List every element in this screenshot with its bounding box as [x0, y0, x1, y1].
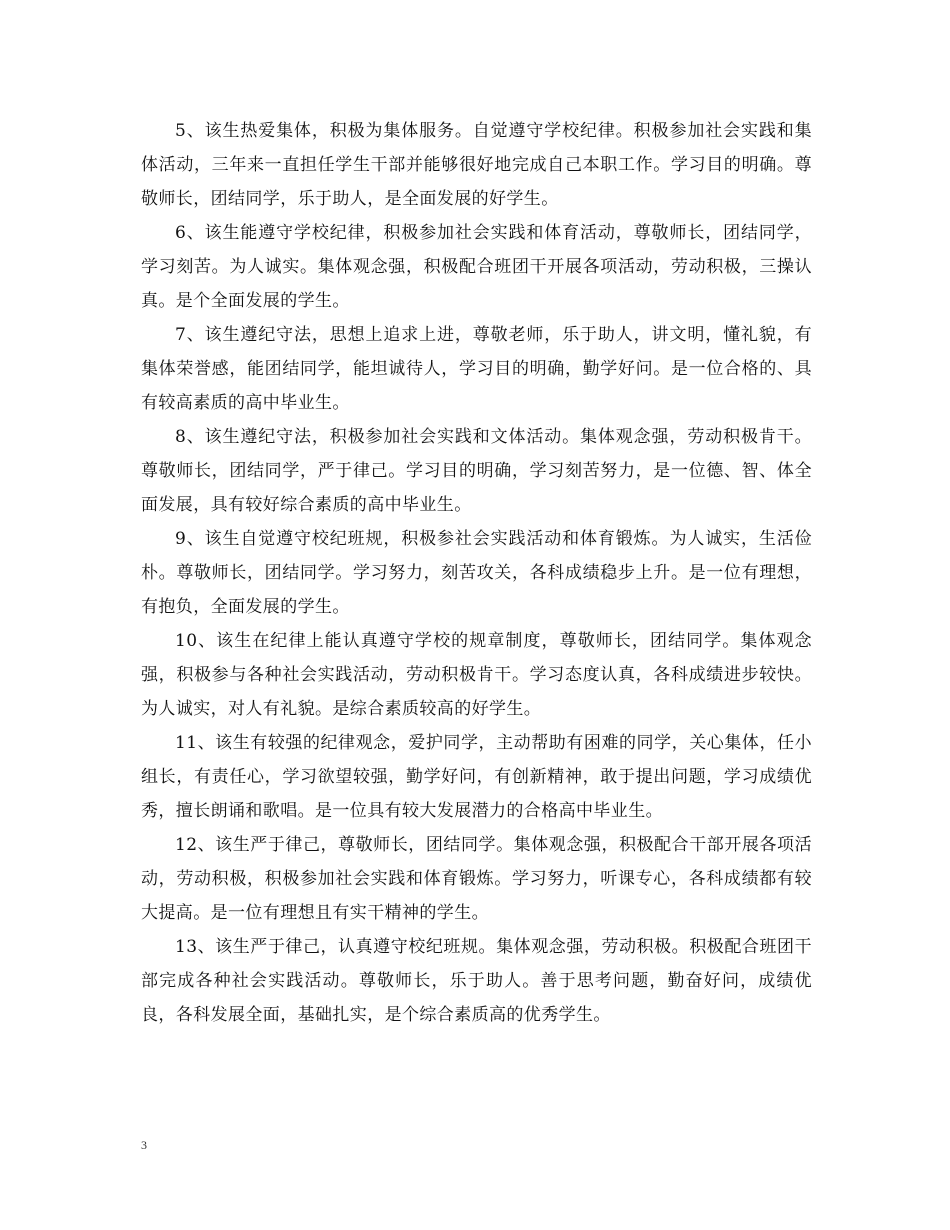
paragraph-8: 8、该生遵纪守法，积极参加社会实践和文体活动。集体观念强，劳动积极肯干。尊敬师长，团结同学，严于律己。学习目的明确，学习刻苦努力，是一位德、智、体全面发展，具有较好综合素质的高中毕业生。	[141, 427, 812, 515]
paragraph-6: 6、该生能遵守学校纪律，积极参加社会实践和体育活动，尊敬师长，团结同学，学习刻苦。为人诚实。集体观念强，积极配合班团干开展各项活动，劳动积极，三操认真。是个全面发展的学生。	[141, 223, 812, 311]
paragraph-5: 5、该生热爱集体，积极为集体服务。自觉遵守学校纪律。积极参加社会实践和集体活动，三年来一直担任学生干部并能够很好地完成自己本职工作。学习目的明确。尊敬师长，团结同学，乐于助人，是全面发展的好学生。	[141, 121, 812, 209]
paragraph-9: 9、该生自觉遵守校纪班规，积极参社会实践活动和体育锻炼。为人诚实，生活俭朴。尊敬师长，团结同学。学习努力，刻苦攻关，各科成绩稳步上升。是一位有理想，有抱负，全面发展的学生。	[141, 529, 812, 617]
paragraph-13: 13、该生严于律己，认真遵守校纪班规。集体观念强，劳动积极。积极配合班团干部完成各种社会实践活动。尊敬师长，乐于助人。善于思考问题，勤奋好问，成绩优良，各科发展全面，基础扎实，是个综合素质高的优秀学生。	[141, 937, 812, 1025]
paragraph-7: 7、该生遵纪守法，思想上追求上进，尊敬老师，乐于助人，讲文明，懂礼貌，有集体荣誉感，能团结同学，能坦诚待人，学习目的明确，勤学好问。是一位合格的、具有较高素质的高中毕业生。	[141, 325, 812, 413]
paragraph-12: 12、该生严于律己，尊敬师长，团结同学。集体观念强，积极配合干部开展各项活动，劳动积极，积极参加社会实践和体育锻炼。学习努力，听课专心，各科成绩都有较大提高。是一位有理想且有实干精神的学生。	[141, 835, 812, 923]
document-body	[141, 114, 812, 1032]
page-number: 3	[141, 1138, 147, 1152]
paragraph-10: 10、该生在纪律上能认真遵守学校的规章制度，尊敬师长，团结同学。集体观念强，积极参与各种社会实践活动，劳动积极肯干。学习态度认真，各科成绩进步较快。为人诚实，对人有礼貌。是综合素质较高的好学生。	[141, 631, 812, 719]
paragraph-11: 11、该生有较强的纪律观念，爱护同学，主动帮助有困难的同学，关心集体，任小组长，有责任心，学习欲望较强，勤学好问，有创新精神，敢于提出问题，学习成绩优秀，擅长朗诵和歌唱。是一位具有较大发展潜力的合格高中毕业生。	[141, 733, 812, 821]
